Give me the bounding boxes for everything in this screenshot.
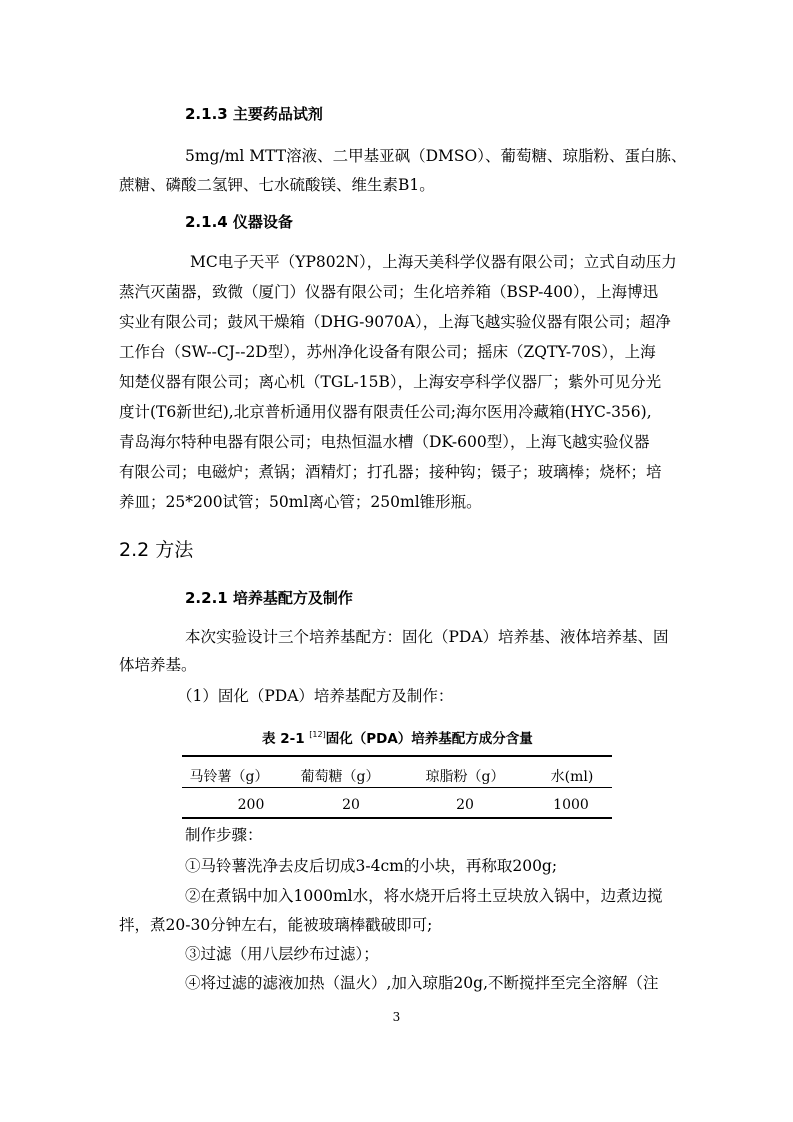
table-header-cell: 水(ml)	[550, 769, 594, 785]
section-heading-2-2: 2.2 方法	[119, 539, 194, 561]
table-caption-citation: [12]	[309, 730, 326, 739]
section-heading-2-2-1: 2.2.1 培养基配方及制作	[185, 589, 353, 607]
table-header-cell: 葡萄糖（g）	[300, 769, 380, 785]
table-mid-rule	[182, 787, 612, 788]
paragraph-line: MC电子天平（YP802N），上海天美科学仪器有限公司；立式自动压力	[190, 253, 677, 271]
paragraph-line: 蒸汽灭菌器，致微（厦门）仪器有限公司；生化培养箱（BSP-400），上海博迅	[119, 283, 659, 301]
table-caption-prefix: 表 2-1	[262, 731, 305, 747]
page-number: 3	[392, 1010, 401, 1024]
paragraph-line: 知楚仪器有限公司；离心机（TGL-15B），上海安亭科学仪器厂；紫外可见分光	[119, 373, 662, 391]
table-top-rule	[182, 755, 612, 757]
paragraph-line: 工作台（SW--CJ--2D型），苏州净化设备有限公司；摇床（ZQTY-70S），上海	[119, 343, 656, 361]
step-line: ①马铃薯洗净去皮后切成3-4cm的小块，再称取200g;	[185, 857, 558, 875]
table-caption	[262, 727, 533, 747]
paragraph-line: （1）固化（PDA）培养基配方及制作：	[177, 687, 454, 705]
paragraph-line: 实业有限公司；鼓风干燥箱（DHG-9070A），上海飞越实验仪器有限公司；超净	[119, 313, 671, 331]
table-caption-title: 固化（PDA）培养基配方成分含量	[325, 731, 533, 747]
paragraph-line: 蔗糖、磷酸二氢钾、七水硫酸镁、维生素B1。	[119, 176, 435, 194]
step-line: ④将过滤的滤液加热（温火）,加入琼脂20g,不断搅拌至完全溶解（注	[185, 974, 659, 992]
table-value-cell: 200	[237, 797, 265, 813]
step-line: ②在煮锅中加入1000ml水，将水烧开后将土豆块放入锅中，边煮边搅	[185, 887, 663, 905]
paragraph-line: 度计(T6新世纪),北京普析通用仪器有限责任公司;海尔医用冷藏箱(HYC-356),	[119, 403, 652, 421]
table-value-cell: 20	[456, 797, 474, 813]
table-value-cell: 20	[342, 797, 360, 813]
paragraph-line: 有限公司；电磁炉；煮锅；酒精灯；打孔器；接种钩；镊子；玻璃棒；烧杯；培	[119, 463, 662, 481]
step-line: ③过滤（用八层纱布过滤）；	[185, 945, 379, 963]
table-header-cell: 马铃薯（g）	[189, 769, 269, 785]
section-heading-2-1-3: 2.1.3 主要药品试剂	[185, 105, 323, 123]
paragraph-line: 养皿；25*200试管；50ml离心管；250ml锥形瓶。	[119, 493, 482, 511]
paragraph-line: 本次实验设计三个培养基配方：固化（PDA）培养基、液体培养基、固	[185, 628, 669, 646]
table-value-cell: 1000	[553, 797, 589, 813]
table-bottom-rule	[182, 817, 612, 819]
table-header-cell: 琼脂粉（g）	[425, 769, 505, 785]
section-heading-2-1-4: 2.1.4 仪器设备	[185, 213, 293, 231]
paragraph-line: 体培养基。	[119, 656, 197, 674]
paragraph-line: 青岛海尔特种电器有限公司；电热恒温水槽（DK-600型），上海飞越实验仪器	[119, 433, 650, 451]
steps-title: 制作步骤：	[185, 826, 263, 844]
step-line: 拌，煮20-30分钟左右，能被玻璃棒戳破即可;	[119, 916, 433, 934]
paragraph-line: 5mg/ml MTT溶液、二甲基亚砜（DMSO）、葡萄糖、琼脂粉、蛋白胨、	[185, 147, 687, 165]
